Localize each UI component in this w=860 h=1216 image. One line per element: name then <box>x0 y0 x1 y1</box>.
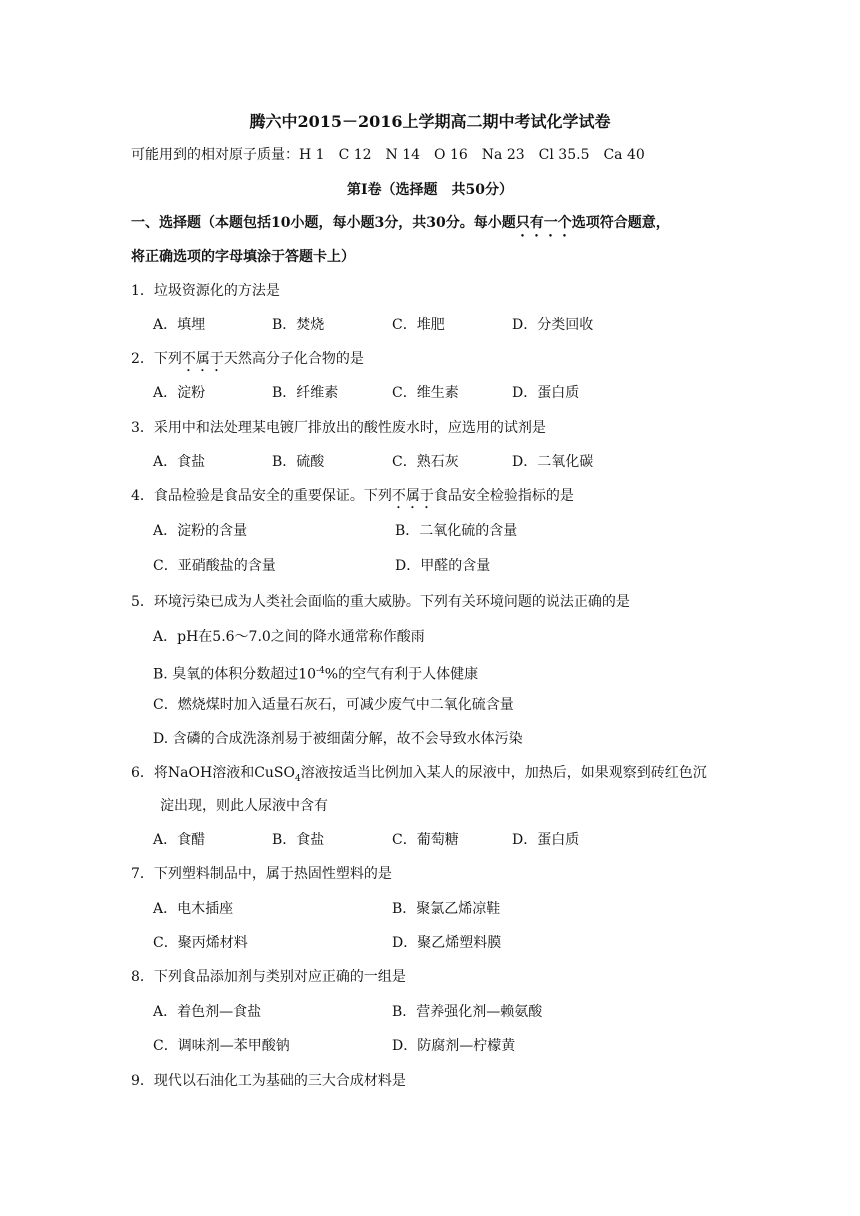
q6-option-d: D．蛋白质 <box>512 832 580 848</box>
q1-option-d: D．分类回收 <box>512 317 594 333</box>
q2-option-b: B．纤维素 <box>272 385 339 401</box>
question-2-stem: 2．下列不属于天然高分子化合物的是 <box>131 351 364 367</box>
q3-option-d: D．二氧化碳 <box>512 454 594 470</box>
q1-option-a: A．填埋 <box>153 317 206 333</box>
q7-option-d: D．聚乙烯塑料膜 <box>392 935 502 951</box>
question-5-stem: 5．环境污染已成为人类社会面临的重大威胁。下列有关环境问题的说法正确的是 <box>131 594 630 610</box>
q7-option-b: B．聚氯乙烯凉鞋 <box>392 901 501 917</box>
q8-option-b: B．营养强化剂—赖氨酸 <box>392 1004 543 1020</box>
emphasis-only-one: 只有一个 <box>515 215 572 231</box>
page-title: 腾六中2015－2016上学期高二期中考试化学试卷 <box>249 112 611 131</box>
q5-option-c: C．燃烧煤时加入适量石灰石，可减少废气中二氧化硫含量 <box>153 697 514 713</box>
question-6-stem-line-2: 淀出现，则此人尿液中含有 <box>160 798 328 814</box>
q4-option-d: D．甲醛的含量 <box>395 558 491 574</box>
q7-option-c: C．聚丙烯材料 <box>153 935 248 951</box>
q7-option-a: A．电木插座 <box>153 901 234 917</box>
instruction-line-2: 将正确选项的字母填涂于答题卡上） <box>131 249 355 265</box>
q3-option-c: C．熟石灰 <box>392 454 459 470</box>
question-8-stem: 8．下列食品添加剂与类别对应正确的一组是 <box>131 969 406 985</box>
atomic-mass-line: 可能用到的相对原子质量：H 1 C 12 N 14 O 16 Na 23 Cl 35.5 Ca 40 <box>131 147 645 163</box>
question-7-stem: 7．下列塑料制品中，属于热固性塑料的是 <box>131 866 392 882</box>
q6-option-b: B．食盐 <box>272 832 325 848</box>
question-9-stem: 9．现代以石油化工为基础的三大合成材料是 <box>131 1073 406 1089</box>
q2-option-d: D．蛋白质 <box>512 385 580 401</box>
q5-option-d: D. 含磷的合成洗涤剂易于被细菌分解，故不会导致水体污染 <box>153 731 523 747</box>
q5-option-b: B. 臭氧的体积分数超过$10^{-4}\%$的空气有利于人体健康 <box>153 666 479 683</box>
q6-option-c: C．葡萄糖 <box>392 832 459 848</box>
q2-emphasis: 不属于 <box>181 351 224 367</box>
q8-option-a: A．着色剂—食盐 <box>153 1004 262 1020</box>
q8-option-c: C．调味剂—苯甲酸钠 <box>153 1038 290 1054</box>
q6-option-a: A．食醋 <box>153 832 206 848</box>
q4-option-b: B．二氧化硫的含量 <box>395 523 518 539</box>
q1-option-c: C．堆肥 <box>392 317 445 333</box>
q5-option-a: A．pH在5.6～7.0之间的降水通常称作酸雨 <box>153 629 425 645</box>
q4-option-c: C．亚硝酸盐的含量 <box>153 558 276 574</box>
question-1-stem: 1．垃圾资源化的方法是 <box>131 283 280 299</box>
q2-option-c: C．维生素 <box>392 385 459 401</box>
q3-option-a: A．食盐 <box>153 454 206 470</box>
question-6-stem: 6．将NaOH溶液和CuSO$_4$溶液按适当比例加入某人的尿液中，加热后，如果观察到砖红色沉 <box>131 765 707 784</box>
instruction-line-1: 一、选择题（本题包括10小题，每小题3分，共30分。每小题只有一个选项符合题意， <box>131 215 670 231</box>
q4-emphasis: 不属于 <box>391 488 434 504</box>
q3-option-b: B．硫酸 <box>272 454 325 470</box>
question-3-stem: 3．采用中和法处理某电镀厂排放出的酸性废水时，应选用的试剂是 <box>131 420 546 436</box>
question-4-stem: 4．食品检验是食品安全的重要保证。下列不属于食品安全检验指标的是 <box>131 488 574 504</box>
q4-option-a: A．淀粉的含量 <box>153 523 248 539</box>
q1-option-b: B．焚烧 <box>272 317 325 333</box>
q2-option-a: A．淀粉 <box>153 385 206 401</box>
section-heading: 第Ⅰ卷（选择题 共50分） <box>346 182 514 198</box>
q8-option-d: D．防腐剂—柠檬黄 <box>392 1038 516 1054</box>
